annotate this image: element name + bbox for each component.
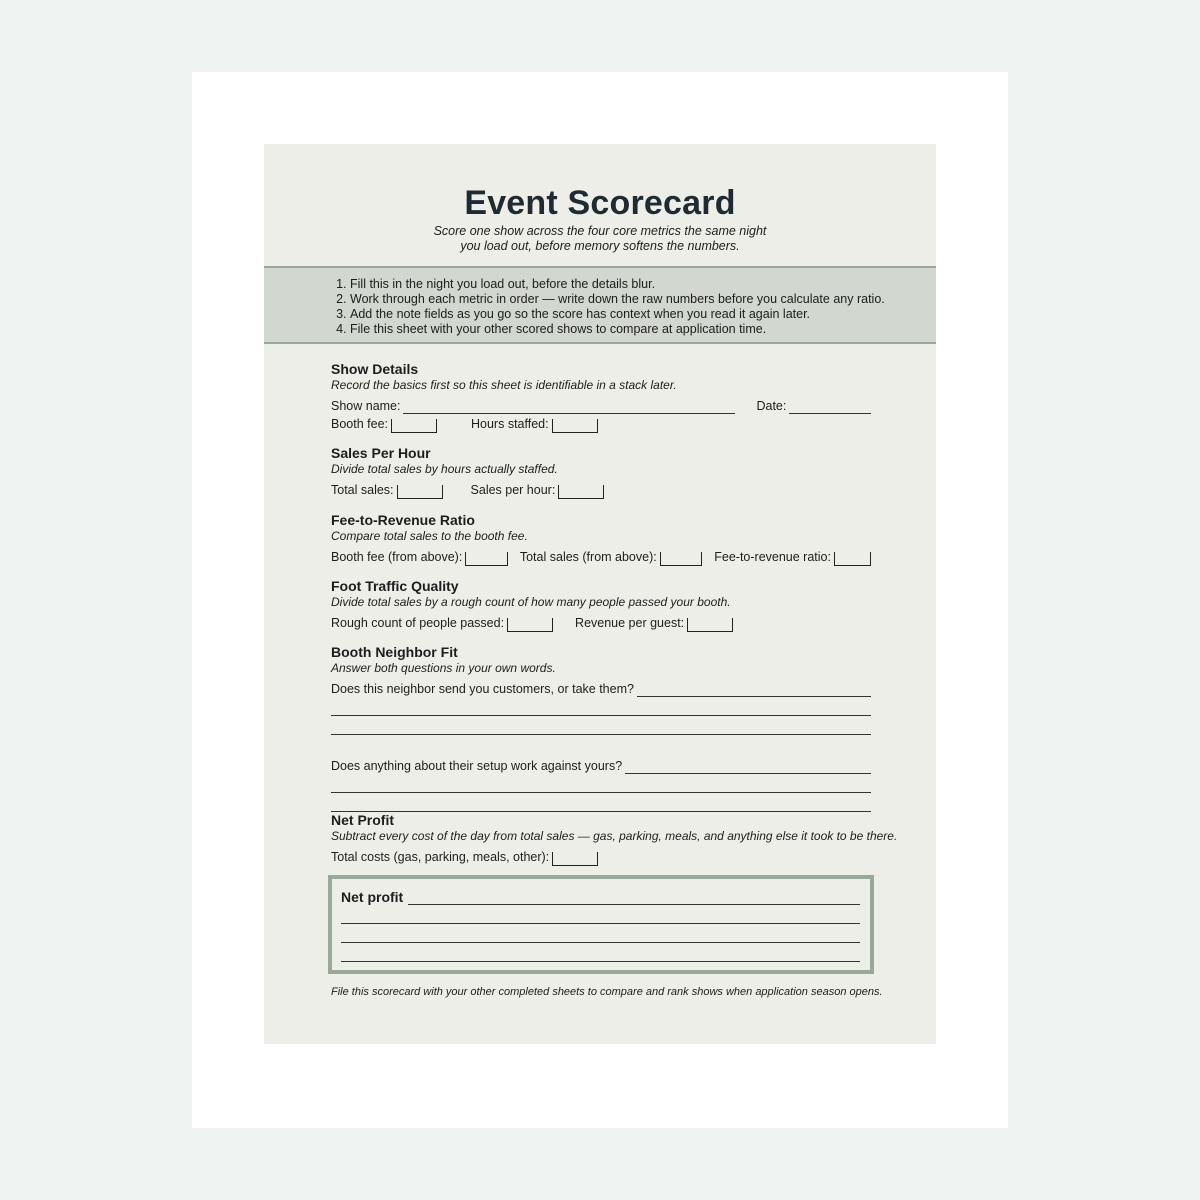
booth-fee-field[interactable]: [391, 419, 437, 433]
note-line[interactable]: [341, 943, 860, 962]
section-subheading: Answer both questions in your own words.: [331, 661, 556, 675]
section-heading: Show Details: [331, 361, 419, 377]
neighbor-q1-label: Does this neighbor send you customers, or take them?: [331, 682, 634, 696]
section-neighbor-fit: [331, 644, 871, 812]
neighbor-q2-field[interactable]: [625, 761, 871, 774]
instruction-item: 4. File this sheet with your other scored shows to compare at application time.: [350, 322, 885, 337]
net-profit-label: Net profit: [341, 889, 404, 905]
instructions-band: [264, 266, 936, 344]
instructions-list: [264, 277, 885, 337]
instruction-item: 1. Fill this in the night you load out, before the details blur.: [350, 277, 885, 292]
section-subheading: Subtract every cost of the day from total sales — gas, parking, meals, and anything else it took to be there.: [331, 829, 898, 843]
note-line[interactable]: [341, 924, 860, 943]
foot-traffic-row: [331, 615, 871, 631]
people-count-field[interactable]: [507, 618, 553, 632]
neighbor-q2-row: [331, 758, 871, 774]
people-count-label: Rough count of people passed:: [331, 616, 505, 630]
section-heading: Foot Traffic Quality: [331, 578, 459, 594]
neighbor-q1-field[interactable]: [637, 684, 871, 697]
section-heading: Booth Neighbor Fit: [331, 644, 458, 660]
date-label: Date:: [756, 399, 787, 413]
booth-fee-row: [331, 416, 871, 432]
fee-ratio-label: Fee-to-revenue ratio:: [714, 550, 831, 564]
fee-ratio-row: [331, 549, 871, 565]
section-sales-per-hour: [331, 445, 871, 498]
total-costs-row: [331, 849, 876, 865]
page-subtitle: [264, 224, 936, 254]
total-costs-label: Total costs (gas, parking, meals, other):: [331, 850, 550, 864]
net-profit-row: [341, 889, 860, 905]
answer-line[interactable]: [331, 697, 871, 716]
total-costs-field[interactable]: [552, 852, 598, 866]
note-line[interactable]: [341, 905, 860, 924]
net-profit-inner: [341, 889, 860, 962]
date-field[interactable]: [789, 401, 871, 414]
section-fee-ratio: [331, 512, 871, 565]
instruction-item: 3. Add the note fields as you go so the score has context when you read it again later.: [350, 307, 885, 322]
section-net-profit: [331, 812, 898, 865]
instruction-item: 2. Work through each metric in order — write down the raw numbers before you calculate any ratio.: [350, 292, 885, 307]
section-subheading: Record the basics first so this sheet is identifiable in a stack later.: [331, 378, 677, 392]
show-name-label: Show name:: [331, 399, 401, 413]
revenue-per-guest-label: Revenue per guest:: [575, 616, 685, 630]
hours-staffed-field[interactable]: [552, 419, 598, 433]
sales-per-hour-field[interactable]: [558, 485, 604, 499]
answer-line[interactable]: [331, 774, 871, 793]
sales-per-hour-label: Sales per hour:: [470, 483, 556, 497]
section-show-details: [331, 361, 871, 432]
footer-note: File this scorecard with your other completed sheets to compare and rank shows when application season opens.: [331, 986, 883, 998]
hours-staffed-label: Hours staffed:: [471, 417, 549, 431]
net-profit-field[interactable]: [408, 892, 860, 905]
booth-fee-label: Booth fee:: [331, 417, 388, 431]
section-heading: Net Profit: [331, 812, 394, 828]
page-title: Event Scorecard: [464, 184, 736, 222]
total-sales-ref-field[interactable]: [660, 552, 703, 566]
total-sales-ref-label: Total sales (from above):: [519, 550, 657, 564]
section-foot-traffic: [331, 578, 871, 631]
section-subheading: Compare total sales to the booth fee.: [331, 529, 528, 543]
scorecard-sheet: [264, 144, 936, 1044]
subtitle-line-2: you load out, before memory softens the numbers.: [460, 239, 740, 253]
neighbor-q2-label: Does anything about their setup work against yours?: [331, 759, 623, 773]
neighbor-q1-row: [331, 681, 871, 697]
answer-line[interactable]: [331, 793, 871, 812]
section-heading: Sales Per Hour: [331, 445, 431, 461]
fee-ratio-field[interactable]: [834, 552, 871, 566]
net-profit-box: [328, 875, 874, 974]
show-name-row: [331, 398, 871, 414]
section-subheading: Divide total sales by a rough count of how many people passed your booth.: [331, 595, 731, 609]
show-name-field[interactable]: [403, 401, 735, 414]
revenue-per-guest-field[interactable]: [687, 618, 733, 632]
sales-row: [331, 482, 871, 498]
total-sales-field[interactable]: [397, 485, 443, 499]
section-subheading: Divide total sales by hours actually staffed.: [331, 462, 558, 476]
section-heading: Fee-to-Revenue Ratio: [331, 512, 475, 528]
total-sales-label: Total sales:: [331, 483, 394, 497]
booth-fee-ref-label: Booth fee (from above):: [331, 550, 463, 564]
booth-fee-ref-field[interactable]: [465, 552, 508, 566]
answer-line[interactable]: [331, 716, 871, 735]
subtitle-line-1: Score one show across the four core metrics the same night: [433, 224, 767, 238]
